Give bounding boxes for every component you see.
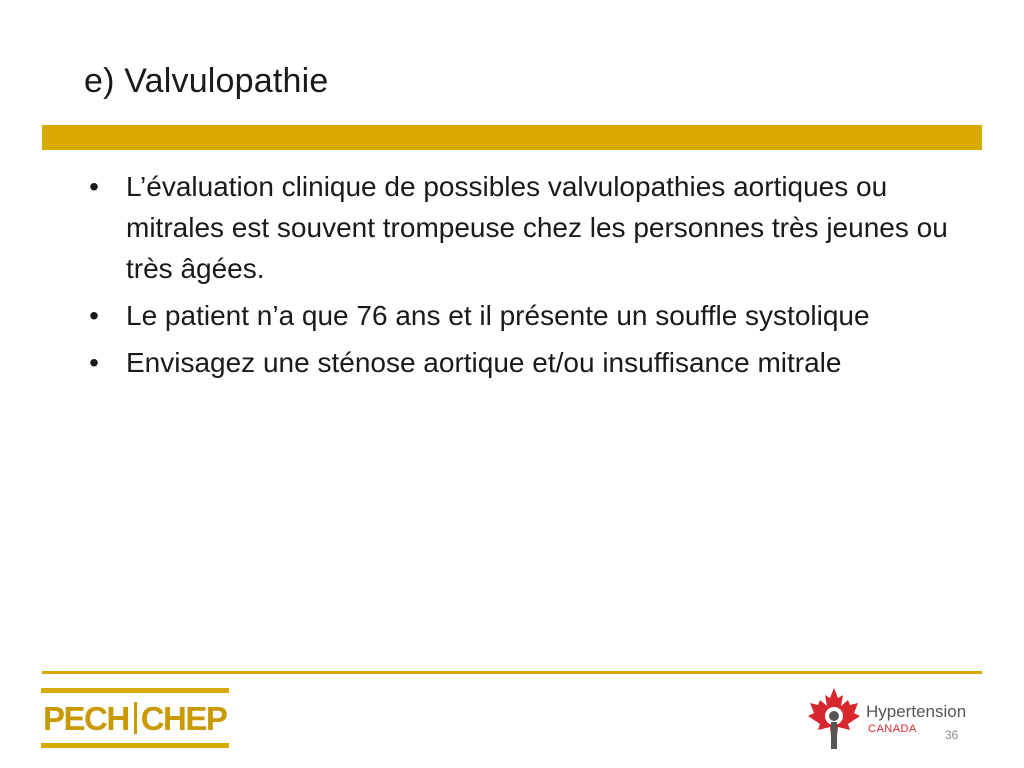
bullet-marker: • bbox=[89, 300, 99, 331]
logo-separator bbox=[134, 702, 137, 734]
hypertension-logo-country: CANADA bbox=[868, 723, 917, 735]
bullet-list bbox=[84, 166, 964, 389]
page-number: 36 bbox=[945, 728, 959, 742]
pech-chep-logo-text bbox=[43, 699, 226, 739]
bullet-marker: • bbox=[89, 171, 99, 202]
pech-chep-logo bbox=[41, 688, 229, 748]
footer-divider bbox=[42, 671, 982, 674]
logo-bar-top bbox=[41, 688, 229, 693]
bullet-marker: • bbox=[89, 347, 99, 378]
logo-part-chep: CHEP bbox=[140, 700, 227, 737]
hypertension-logo-name: Hypertension bbox=[866, 702, 967, 721]
bullet-text: Envisagez une sténose aortique et/ou insuffisance mitrale bbox=[126, 347, 842, 378]
logo-part-pech: PECH bbox=[43, 700, 129, 737]
maple-leaf-icon bbox=[804, 686, 864, 750]
bullet-text: L’évaluation clinique de possibles valvulopathies aortiques ou mitrales est souvent trompeuse chez les personnes très jeunes ou très âgées. bbox=[126, 171, 948, 284]
bullet-item bbox=[84, 342, 964, 383]
logo-bar-bottom bbox=[41, 743, 229, 748]
bullet-item bbox=[84, 295, 964, 336]
slide-title: e) Valvulopathie bbox=[84, 62, 329, 100]
bullet-text: Le patient n’a que 76 ans et il présente un souffle systolique bbox=[126, 300, 870, 331]
title-accent-bar bbox=[42, 125, 982, 150]
bullet-item bbox=[84, 166, 964, 289]
